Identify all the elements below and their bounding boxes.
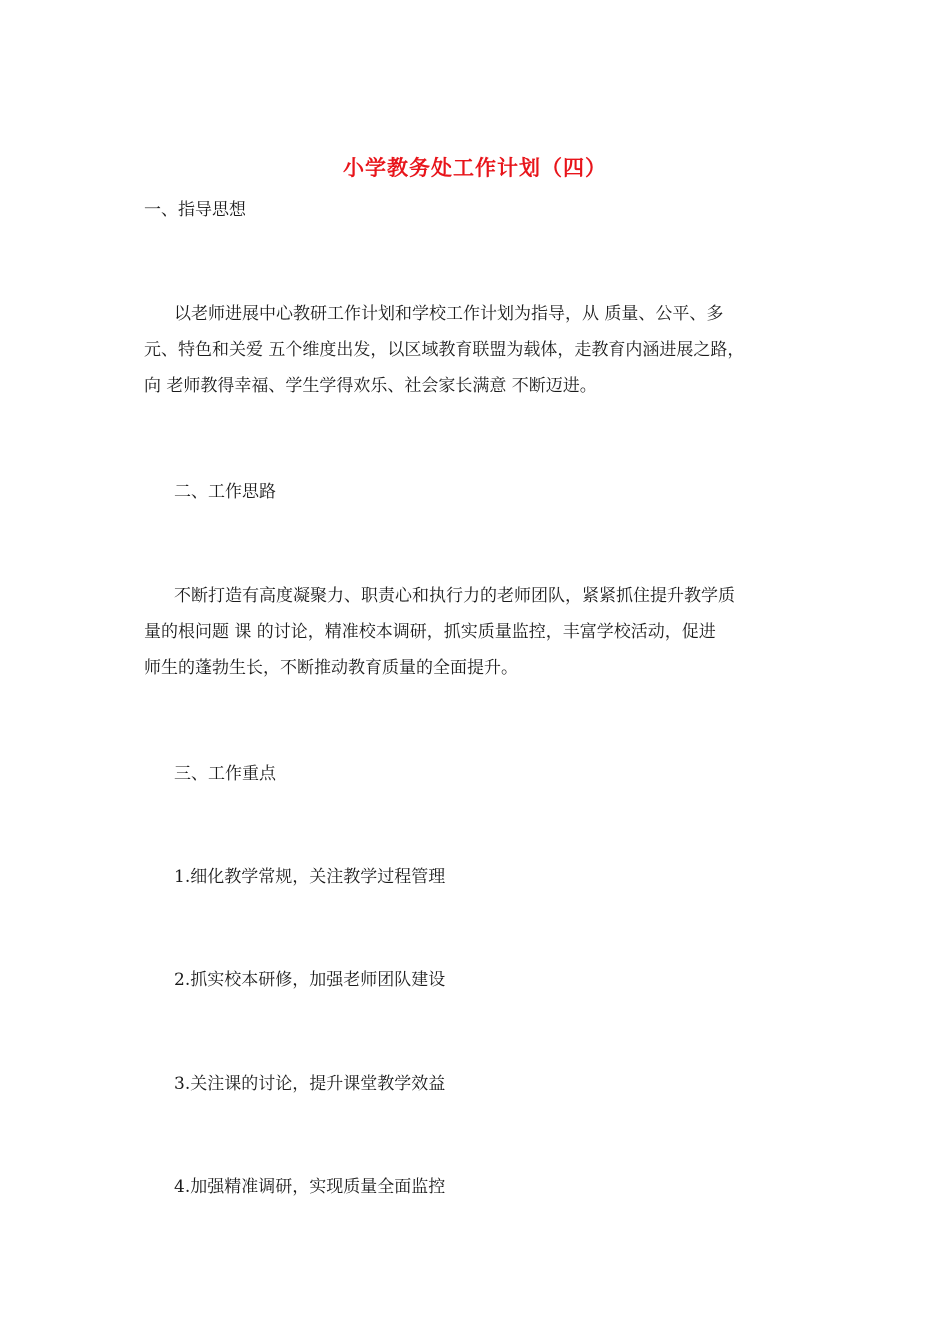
focus-list-item: 2.抓实校本研修，加强老师团队建设 (174, 970, 446, 990)
focus-list-item: 4.加强精准调研，实现质量全面监控 (174, 1177, 446, 1197)
paragraph-line: 向 老师教得幸福、学生学得欢乐、社会家长满意 不断迈进。 (144, 376, 597, 396)
paragraph-line: 以老师进展中心教研工作计划和学校工作计划为指导，从 质量、公平、多 (174, 304, 724, 324)
section-heading-work-approach: 二、工作思路 (174, 482, 276, 502)
focus-list-item: 1.细化教学常规，关注教学过程管理 (174, 867, 446, 887)
section-paragraph-guiding-thought (144, 302, 814, 410)
section-paragraph-work-approach (144, 584, 814, 692)
document-title: 小学教务处工作计划（四） (343, 155, 607, 180)
section-heading-guiding-thought: 一、指导思想 (144, 200, 246, 220)
paragraph-line: 量的根问题 课 的讨论，精准校本调研，抓实质量监控，丰富学校活动，促进 (144, 622, 716, 642)
section-heading-work-focus: 三、工作重点 (174, 764, 276, 784)
paragraph-line: 不断打造有高度凝聚力、职责心和执行力的老师团队，紧紧抓住提升教学质 (174, 586, 735, 606)
paragraph-line: 元、特色和关爱 五个维度出发，以区域教育联盟为载体，走教育内涵进展之路， (144, 340, 745, 360)
focus-list-item: 3.关注课的讨论，提升课堂教学效益 (174, 1074, 446, 1094)
paragraph-line: 师生的蓬勃生长，不断推动教育质量的全面提升。 (144, 658, 518, 678)
